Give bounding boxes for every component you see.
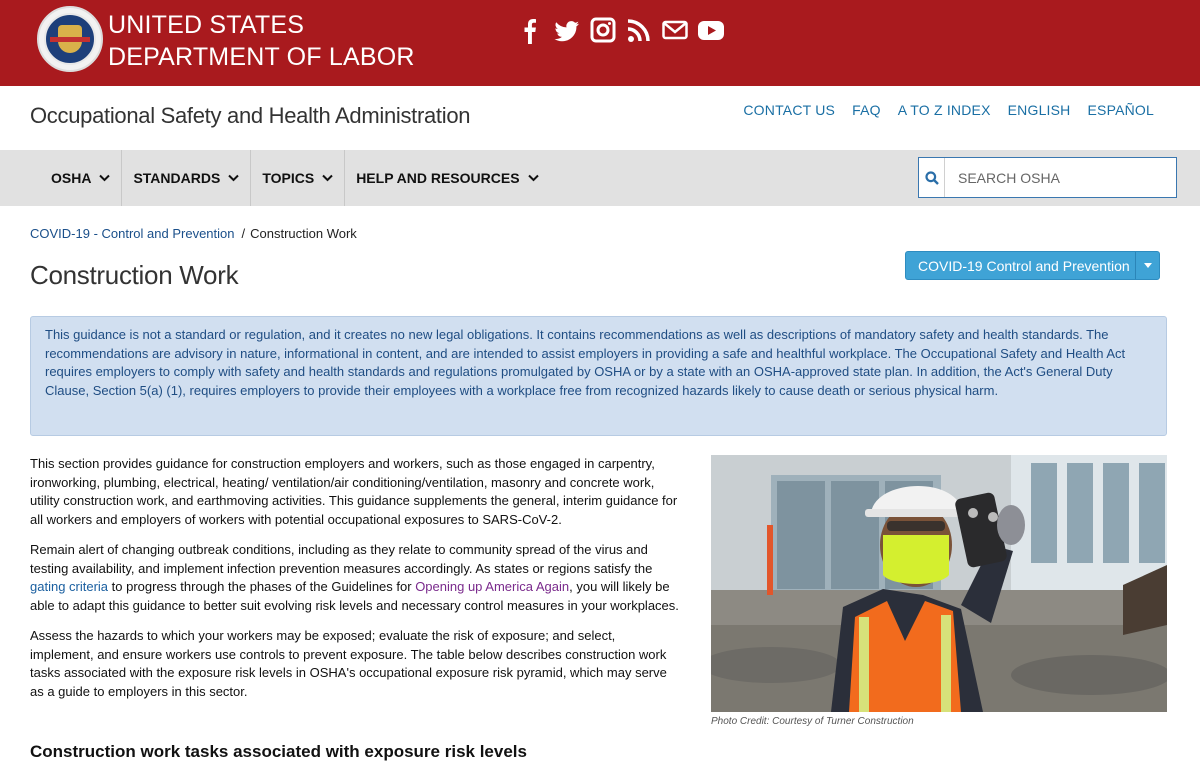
caret-down-icon[interactable] [1135, 252, 1159, 279]
dol-title-line1: UNITED STATES [108, 11, 305, 39]
chevron-down-icon [99, 174, 110, 182]
outbreak-text-b: to progress through the phases of the Guidelines for [108, 579, 416, 594]
nav-item-standards[interactable] [122, 150, 251, 206]
instagram-icon[interactable] [590, 15, 616, 45]
nav-item-help-and-resources[interactable] [345, 150, 549, 206]
page-title: Construction Work [30, 260, 239, 290]
social-links [518, 13, 724, 47]
breadcrumb-parent-link[interactable]: COVID-19 - Control and Prevention [30, 226, 235, 241]
main-nav [0, 150, 1200, 206]
nav-item-label: STANDARDS [133, 170, 221, 186]
chevron-down-icon [528, 174, 539, 182]
a-to-z-index-link[interactable]: A TO Z INDEX [897, 102, 991, 118]
outbreak-text-a: Remain alert of changing outbreak conditions, including as they relate to community spread of the virus and testing availability, and implement infection prevention measures accordingly. As states or regions satisfy the [30, 542, 653, 576]
disclaimer-box: This guidance is not a standard or regulation, and it creates no new legal obligations. It contains recommendations as well as descriptions of mandatory safety and health standards. The recommendations are advisory in nature, informational in content, and are intended to assist employers in providing a safe and healthful workplace. The Occupational Safety and Health Act requires employers to comply with safety and health standards and regulations promulgated by OSHA or by a state with an OSHA-approved state plan. In addition, the Act's General Duty Clause, Section 5(a) (1), requires employers to provide their employees with a workplace free from recognized hazards likely to cause death or serious physical harm. [30, 316, 1167, 436]
facebook-icon[interactable] [518, 15, 544, 45]
search-input[interactable] [958, 159, 1168, 197]
covid-button-label: COVID-19 Control and Prevention [918, 257, 1130, 274]
construction-worker-photo [711, 455, 1167, 712]
photo-credit: Photo Credit: Courtesy of Turner Construction [711, 716, 914, 727]
outbreak-text-c: , you will likely be able to adapt this guidance to better suit evolving risk levels and necessary control measures in your workplaces. [30, 579, 679, 613]
breadcrumb-current: Construction Work [250, 226, 357, 241]
espanol-link[interactable]: ESPAÑOL [1087, 102, 1154, 118]
assess-paragraph: Assess the hazards to which your workers may be exposed; evaluate the risk of exposure; and select, implement, and ensure workers use controls to prevent exposure. The table below describes construction work tasks associated with the exposure risk levels in OSHA's occupational exposure risk pyramid, which may serve as a guide to employers in this sector. [30, 628, 667, 699]
body-content [30, 455, 680, 713]
nav-item-osha[interactable] [40, 150, 122, 206]
email-icon[interactable] [662, 15, 688, 45]
youtube-icon[interactable] [698, 15, 724, 45]
osha-header [0, 86, 1200, 150]
gating-criteria-link[interactable]: gating criteria [30, 579, 109, 594]
dol-title[interactable] [108, 9, 415, 73]
faq-link[interactable]: FAQ [852, 102, 881, 118]
contact-us-link[interactable]: CONTACT US [743, 102, 836, 118]
covid-control-prevention-button[interactable] [905, 251, 1160, 280]
english-link[interactable]: ENGLISH [1007, 102, 1071, 118]
dol-seal-icon[interactable] [37, 6, 103, 72]
breadcrumb [30, 226, 357, 241]
nav-item-topics[interactable] [251, 150, 345, 206]
section-heading: Construction work tasks associated with exposure risk levels [30, 742, 527, 761]
nav-item-label: TOPICS [262, 170, 315, 186]
nav-item-label: HELP AND RESOURCES [356, 170, 520, 186]
breadcrumb-separator: / [241, 226, 246, 241]
utility-links [743, 102, 1154, 118]
twitter-icon[interactable] [554, 15, 580, 45]
search-box [918, 157, 1177, 198]
nav-item-label: OSHA [51, 170, 92, 186]
chevron-down-icon [322, 174, 333, 182]
dol-title-line2: DEPARTMENT OF LABOR [108, 43, 415, 71]
agency-name[interactable]: Occupational Safety and Health Administration [30, 103, 471, 128]
intro-paragraph: This section provides guidance for construction employers and workers, such as those engaged in carpentry, ironworking, plumbing, electrical, heating/ ventilation/air conditioning/ventilation, masonry and concrete work, utility construction work, and earthmoving activities. This guidance supplements the general, interim guidance for all workers and employers of workers with potential occupational exposures to SARS-CoV-2. [30, 456, 678, 527]
opening-up-america-again-link[interactable]: Opening up America Again [415, 579, 570, 594]
chevron-down-icon [228, 174, 239, 182]
outbreak-paragraph [30, 541, 680, 615]
dol-banner [0, 0, 1200, 86]
rss-icon[interactable] [626, 15, 652, 45]
search-icon[interactable] [919, 158, 945, 197]
